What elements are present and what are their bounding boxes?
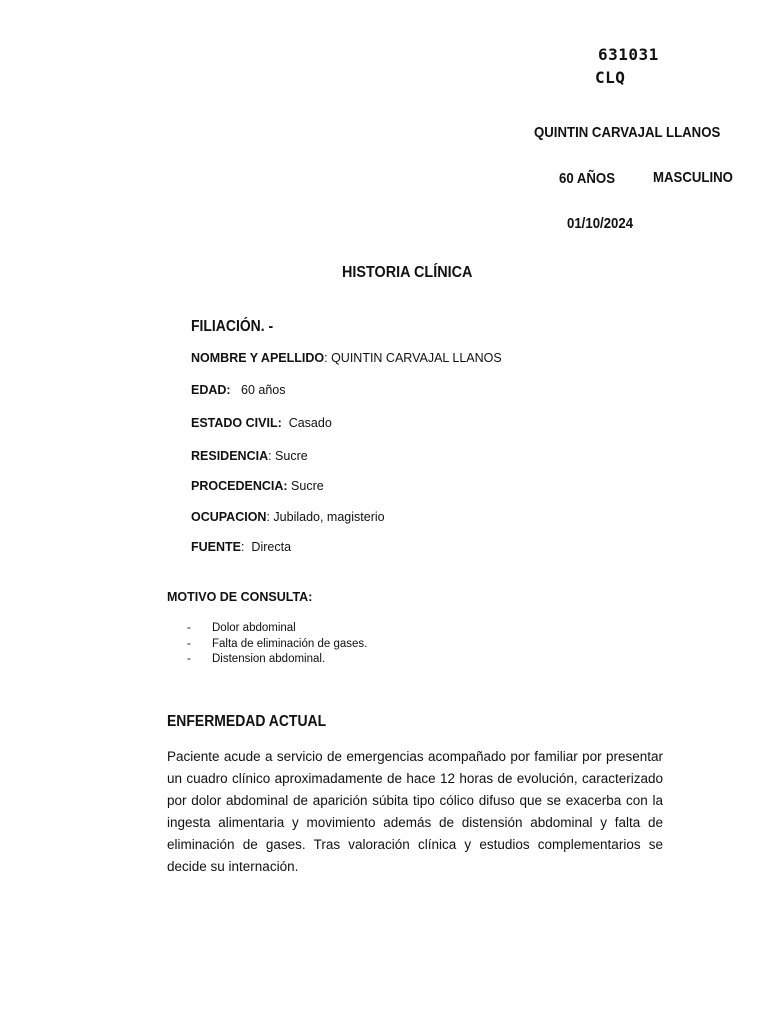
enfermedad-paragraph: Paciente acude a servicio de emergencias acompañado por familiar por presentar un cuadro clínico aproximadamente de hace 12 horas de evolución, caracterizado por dolor abdominal de aparición súbita tipo cólico difuso que se exacerba con la ingesta alimentaria y movimiento además de distensión abdominal y falta de eliminación de gases. Tras valoración clínica y estudios complementarios se decide su internación.: [167, 749, 663, 874]
list-item: - Distension abdominal.: [187, 653, 326, 666]
field-edad: [191, 383, 286, 397]
field-label: NOMBRE Y APELLIDO: [191, 351, 325, 365]
enfermedad-heading: ENFERMEDAD ACTUAL: [167, 713, 327, 730]
patient-age: 60 AÑOS: [559, 170, 616, 187]
document-title: HISTORIA CLÍNICA: [342, 264, 473, 281]
motivo-list: [187, 621, 367, 668]
list-item: - Falta de eliminación de gases.: [187, 637, 368, 650]
field-value: Casado: [288, 416, 332, 430]
record-code-suffix: CLQ: [595, 68, 626, 87]
field-value: Sucre: [275, 449, 308, 463]
field-ocupacion: OCUPACION: Jubilado, magisterio: [191, 510, 385, 524]
record-code: 631031: [598, 45, 659, 64]
field-label: ESTADO CIVIL:: [191, 416, 282, 430]
field-residencia: RESIDENCIA: Sucre: [191, 449, 308, 463]
field-nombre: NOMBRE Y APELLIDO: QUINTIN CARVAJAL LLANOS: [191, 351, 502, 365]
field-label: PROCEDENCIA:: [191, 479, 288, 493]
field-procedencia: [191, 479, 324, 493]
field-label: FUENTE: [191, 540, 241, 554]
field-label: RESIDENCIA: [191, 449, 269, 463]
field-label: OCUPACION: [191, 510, 267, 524]
field-value: 60 años: [241, 383, 286, 397]
field-value: Jubilado, magisterio: [273, 510, 385, 524]
field-value: Sucre: [291, 479, 324, 493]
field-value: Directa: [251, 540, 292, 554]
motivo-heading: MOTIVO DE CONSULTA:: [167, 590, 313, 604]
field-fuente: FUENTE: Directa: [191, 540, 292, 554]
filiacion-heading: FILIACIÓN. -: [191, 318, 274, 335]
document-date: 01/10/2024: [567, 215, 634, 232]
patient-sex: MASCULINO: [653, 169, 733, 186]
list-item: - Dolor abdominal: [187, 622, 296, 634]
field-value: QUINTIN CARVAJAL LLANOS: [331, 351, 502, 365]
patient-name: QUINTIN CARVAJAL LLANOS: [534, 124, 721, 141]
field-label: EDAD:: [191, 383, 231, 397]
field-estado-civil: [191, 416, 332, 430]
